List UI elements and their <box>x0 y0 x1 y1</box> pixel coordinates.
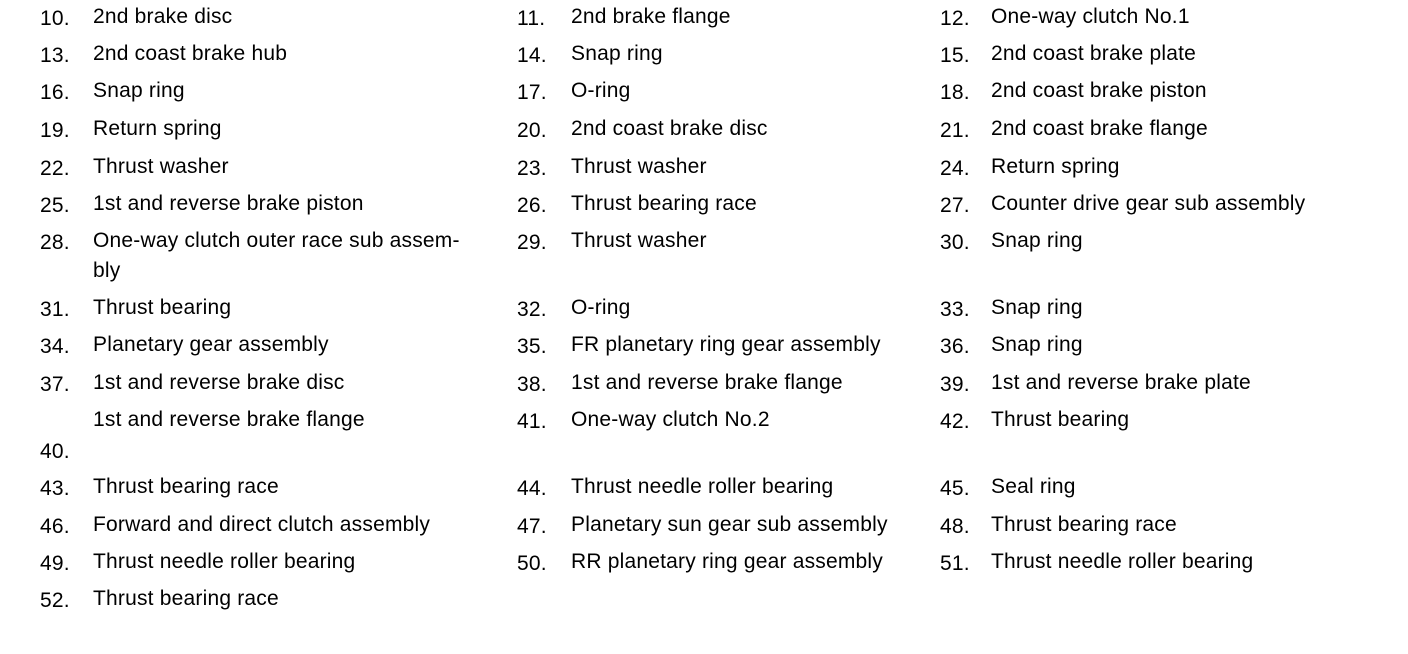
item-number: 23. <box>517 157 547 180</box>
item-label: Thrust bearing race <box>571 192 757 215</box>
item-number: 45. <box>940 477 970 500</box>
item-label: Snap ring <box>991 229 1083 252</box>
item-label: RR planetary ring gear assembly <box>571 550 884 573</box>
legend-row <box>0 114 1408 144</box>
item-label: FR planetary ring gear assembly <box>571 333 881 356</box>
item-number: 41. <box>517 410 547 433</box>
legend-row <box>0 293 1408 323</box>
item-number: 46. <box>40 515 70 538</box>
item-label: Planetary gear assembly <box>93 333 329 356</box>
item-label: Seal ring <box>991 475 1076 498</box>
item-number: 40. <box>40 440 70 463</box>
item-number: 19. <box>40 119 70 142</box>
item-number: 18. <box>940 81 970 104</box>
item-number: 12. <box>940 7 970 30</box>
item-number: 24. <box>940 157 970 180</box>
item-number: 48. <box>940 515 970 538</box>
item-label: One-way clutch No.1 <box>991 5 1190 28</box>
item-number: 10. <box>40 7 70 30</box>
item-number: 16. <box>40 81 70 104</box>
item-label: O-ring <box>571 79 631 102</box>
item-label: 1st and reverse brake plate <box>991 371 1251 394</box>
item-number: 47. <box>517 515 547 538</box>
legend-row <box>0 368 1408 398</box>
item-number: 42. <box>940 410 970 433</box>
item-number: 39. <box>940 373 970 396</box>
item-number: 17. <box>517 81 547 104</box>
item-label: 1st and reverse brake disc <box>93 371 345 394</box>
item-number: 28. <box>40 231 70 254</box>
item-label: 2nd coast brake piston <box>991 79 1207 102</box>
legend-row <box>0 76 1408 106</box>
legend-row <box>0 39 1408 69</box>
item-number: 38. <box>517 373 547 396</box>
legend-row <box>0 226 1408 286</box>
item-number: 35. <box>517 335 547 358</box>
item-number: 31. <box>40 298 70 321</box>
item-number: 11. <box>517 7 546 30</box>
item-label: Thrust bearing <box>991 408 1130 431</box>
legend-row <box>0 510 1408 540</box>
item-number: 50. <box>517 552 547 575</box>
item-label: 2nd brake flange <box>571 5 731 28</box>
item-label: Snap ring <box>991 296 1083 319</box>
item-number: 36. <box>940 335 970 358</box>
item-number: 20. <box>517 119 547 142</box>
item-label: 2nd coast brake disc <box>571 117 768 140</box>
item-label: Thrust washer <box>571 155 707 178</box>
item-label: Thrust washer <box>571 229 707 252</box>
item-label: Forward and direct clutch assembly <box>93 513 431 536</box>
item-number: 37. <box>40 373 70 396</box>
item-label: 1st and reverse brake piston <box>93 192 364 215</box>
legend-row <box>0 472 1408 502</box>
item-label: 2nd brake disc <box>93 5 233 28</box>
item-number: 52. <box>40 589 70 612</box>
item-number: 29. <box>517 231 547 254</box>
item-number: 21. <box>940 119 970 142</box>
item-label: Return spring <box>93 117 222 140</box>
item-number: 34. <box>40 335 70 358</box>
item-number: 27. <box>940 194 970 217</box>
legend-row <box>0 405 1408 465</box>
item-label: 2nd coast brake flange <box>991 117 1208 140</box>
item-label: 2nd coast brake hub <box>93 42 288 65</box>
item-label: Thrust bearing race <box>93 587 279 610</box>
item-number: 33. <box>940 298 970 321</box>
item-label: Thrust needle roller bearing <box>571 475 834 498</box>
item-number: 43. <box>40 477 70 500</box>
legend-row <box>0 584 1408 614</box>
item-label: Thrust needle roller bearing <box>991 550 1254 573</box>
item-label: Snap ring <box>991 333 1083 356</box>
item-label: 2nd coast brake plate <box>991 42 1197 65</box>
item-label: One-way clutch No.2 <box>571 408 770 431</box>
item-label: Snap ring <box>571 42 663 65</box>
item-label: O-ring <box>571 296 631 319</box>
item-number: 13. <box>40 44 70 67</box>
item-number: 26. <box>517 194 547 217</box>
item-label-continuation: bly <box>93 259 121 282</box>
item-number: 22. <box>40 157 70 180</box>
item-number: 14. <box>517 44 547 67</box>
item-number: 30. <box>940 231 970 254</box>
item-number: 49. <box>40 552 70 575</box>
item-label: Counter drive gear sub assembly <box>991 192 1306 215</box>
item-label: Snap ring <box>93 79 185 102</box>
item-number: 44. <box>517 477 547 500</box>
item-number: 25. <box>40 194 70 217</box>
item-label: Thrust bearing race <box>93 475 279 498</box>
item-number: 15. <box>940 44 970 67</box>
item-label: One-way clutch outer race sub assem- <box>93 229 460 252</box>
item-number: 51. <box>940 552 970 575</box>
item-number: 32. <box>517 298 547 321</box>
item-label: Thrust bearing race <box>991 513 1177 536</box>
legend-row <box>0 547 1408 577</box>
legend-row <box>0 189 1408 219</box>
item-label: 1st and reverse brake flange <box>93 408 365 431</box>
item-label: 1st and reverse brake flange <box>571 371 843 394</box>
item-label: Thrust needle roller bearing <box>93 550 356 573</box>
legend-row <box>0 330 1408 360</box>
item-label: Thrust bearing <box>93 296 232 319</box>
legend-row <box>0 2 1408 32</box>
legend-row <box>0 152 1408 182</box>
item-label: Planetary sun gear sub assembly <box>571 513 888 536</box>
item-label: Thrust washer <box>93 155 229 178</box>
item-label: Return spring <box>991 155 1120 178</box>
